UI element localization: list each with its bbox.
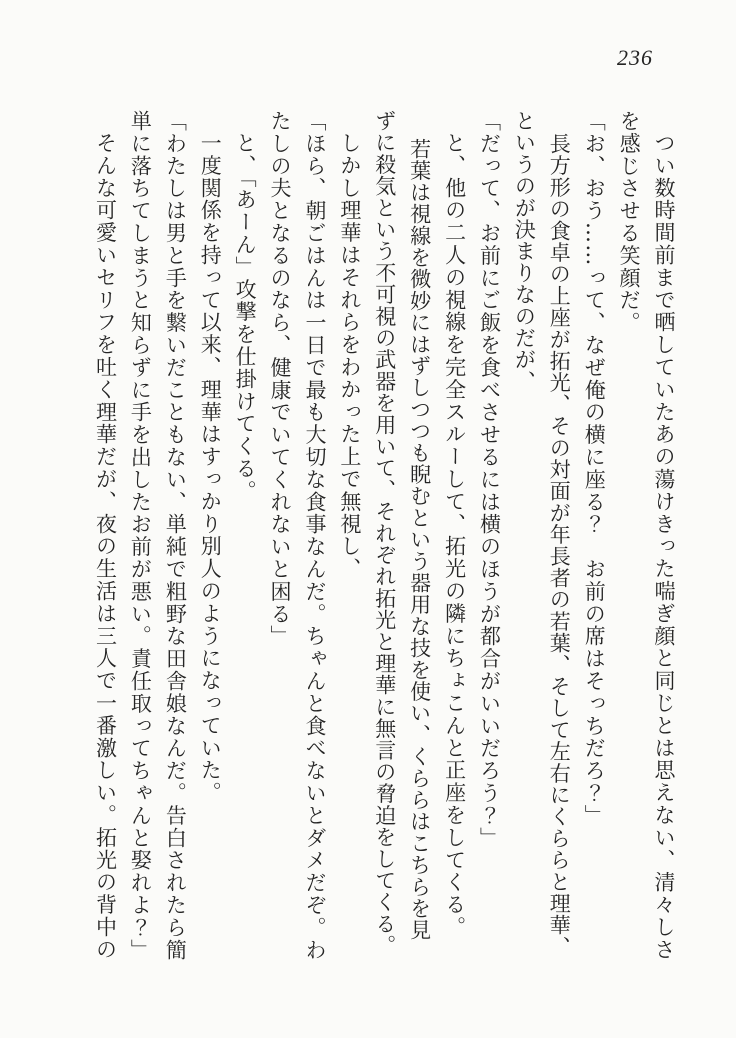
- vertical-text-block: [88, 110, 681, 962]
- paragraph-narration-4: 若葉は視線を微妙にはずしつつも睨むという器用な技を使い、くららはこちらを見ずに殺気という不可視の武器を用いて、それぞれ拓光と理華に無言の脅迫をしてくる。: [372, 110, 432, 957]
- paragraph-narration-7: 一度関係を持って以来、理華はすっかり別人のようになっていた。: [198, 132, 223, 804]
- paragraph-dialogue-3: 「ほら、朝ごはんは一日で最も大切な食事なんだ。ちゃんと食べないとダメだぞ。わたしの夫となるのなら、健康でいてくれないと困る」: [268, 110, 327, 962]
- paragraph-narration-5: しかし理華はそれらをわかった上で無視し、: [337, 132, 362, 580]
- paragraph-dialogue-1: 「お、おう……って、なぜ俺の横に座る？ お前の席はそっちだろ？」: [582, 110, 607, 827]
- paragraph-narration-2: 長方形の食卓の上座が拓光、その対面が年長者の若葉、そして左右にくららと理華、というのが決まりなのだが、: [512, 110, 572, 958]
- paragraph-narration-6: と、「あーん」攻撃を仕掛けてくる。: [233, 132, 258, 503]
- paragraph-narration-1: つい数時間前まで晒していたあの蕩けきった喘ぎ顔と同じとは思えない、清々しさを感じさせる笑顔だ。: [617, 110, 676, 961]
- paragraph-narration-8: そんな可愛いセリフを吐く理華だが、夜の生活は三人で一番激しい。拓光の背中の: [93, 132, 118, 961]
- paragraph-dialogue-2: 「だって、お前にご飯を食べさせるには横のほうが都合がいいだろう？」: [477, 110, 502, 850]
- paragraph-dialogue-4: 「わたしは男と手を繋いだこともない、単純で粗野な田舎娘なんだ。告白されたら簡単に落ちてしまうと知らずに手を出したお前が悪い。責任取ってちゃんと娶れよ？」: [128, 110, 188, 962]
- page-number: 236: [617, 45, 653, 70]
- paragraph-narration-3: と、他の二人の視線を完全スルーして、拓光の隣にちょこんと正座をしてくる。: [442, 132, 467, 939]
